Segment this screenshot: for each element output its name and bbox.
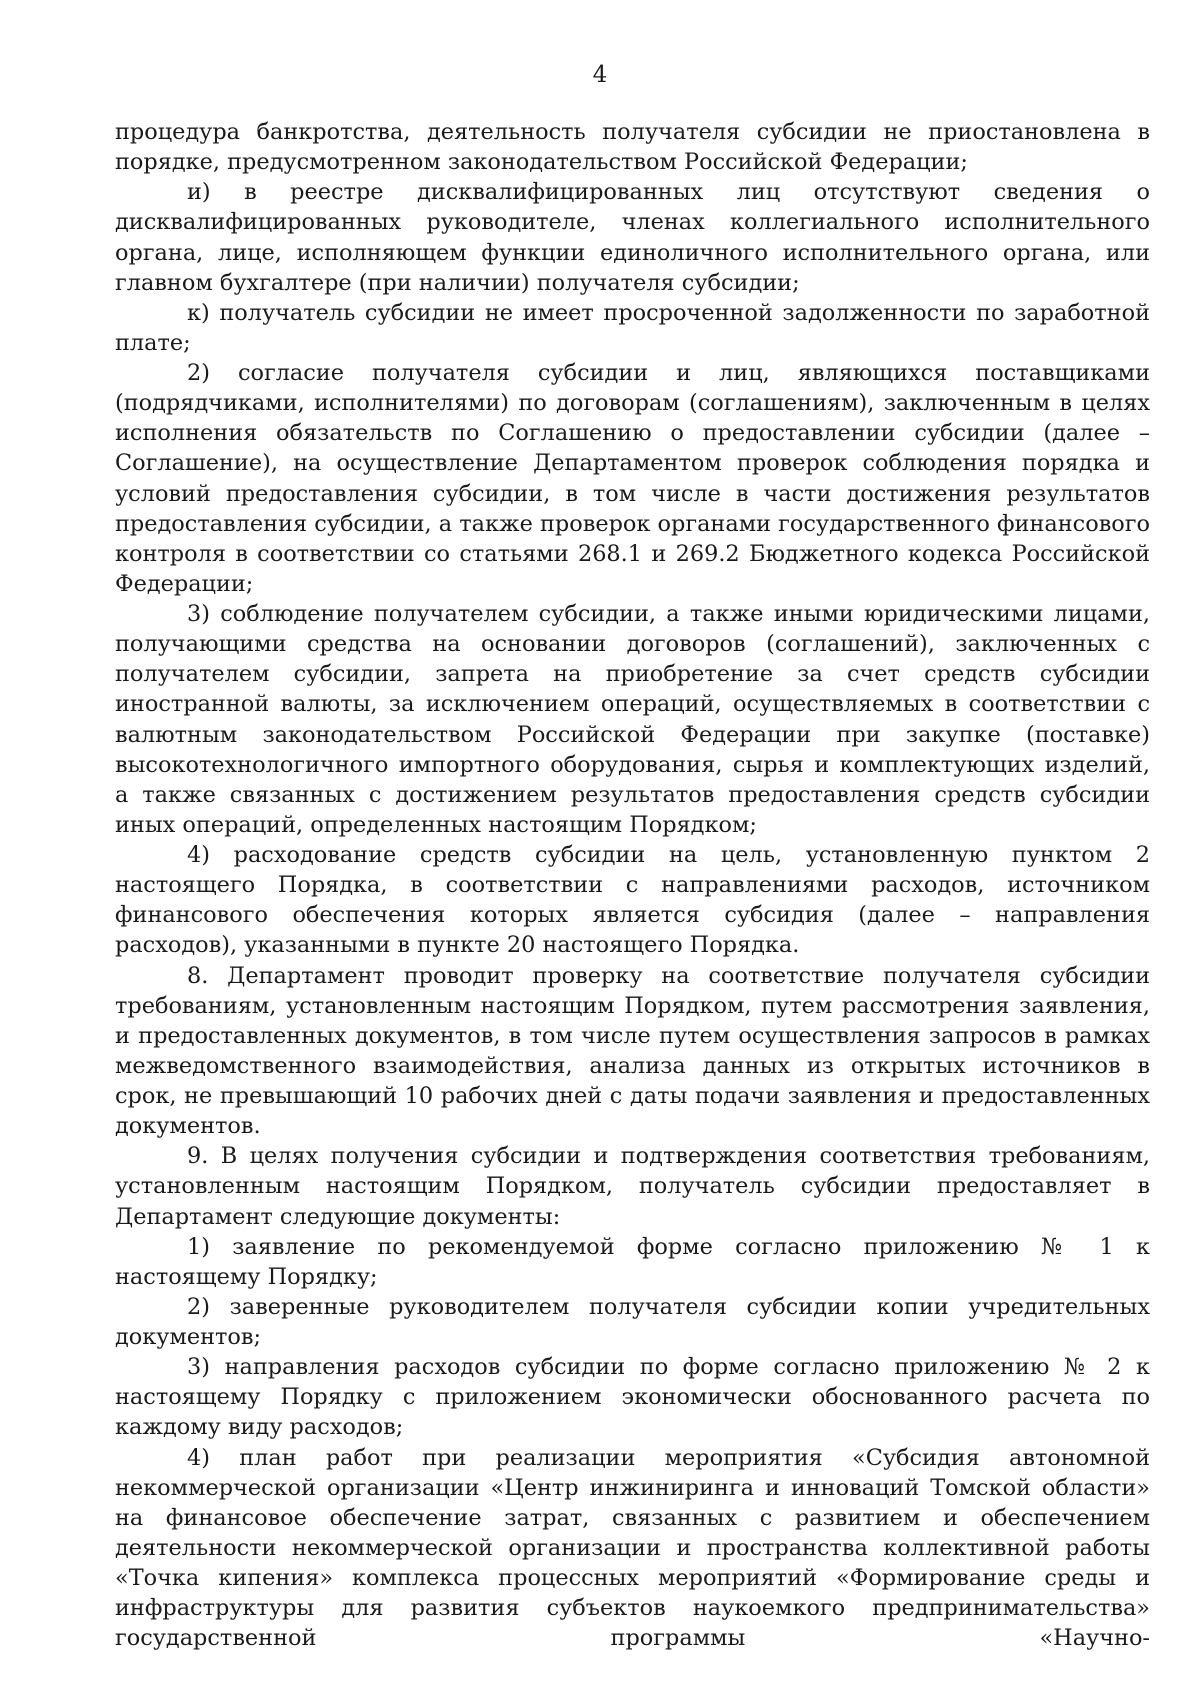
- paragraph: 2) согласие получателя субсидии и лиц, являющихся поставщиками (подрядчиками, исполнителями) по договорам (соглашениям), заключенным в целях исполнения обязательств по Соглашению о предоставлении субсидии (далее – Соглашение), на осуществление Департаментом проверок соблюдения порядка и условий предоставления субсидии, в том числе в части достижения результатов предоставления субсидии, а также проверок органами государственного финансового контроля в соответствии со статьями 268.1 и 269.2 Бюджетного кодекса Российской Федерации;: [115, 360, 1150, 597]
- paragraph: 3) соблюдение получателем субсидии, а также иными юридическими лицами, получающими средства на основании договоров (соглашений), заключенных с получателем субсидии, запрета на приобретение за счет средств субсидии иностранной валюты, за исключением операций, осуществляемых в соответствии с валютным законодательством Российской Федерации при закупке (поставке) высокотехнологичного импортного оборудования, сырья и комплектующих изделий, а также связанных с достижением результатов предоставления средств субсидии иных операций, определенных настоящим Порядком;: [115, 601, 1150, 838]
- paragraph: процедура банкротства, деятельность получателя субсидии не приостановлена в порядке, предусмотренном законодательством Российской Федерации;: [115, 119, 1150, 176]
- paragraph: 1) заявление по рекомендуемой форме согласно приложению № 1 к настоящему Порядку;: [115, 1233, 1150, 1290]
- paragraph: 8. Департамент проводит проверку на соответствие получателя субсидии требованиям, установленным настоящим Порядком, путем рассмотрения заявления, и предоставленных документов, в том числе путем осуществления запросов в рамках межведомственного взаимодействия, анализа данных из открытых источников в срок, не превышающий 10 рабочих дней с даты подачи заявления и предоставленных документов.: [115, 962, 1150, 1140]
- paragraph: 4) план работ при реализации мероприятия «Субсидия автономной некоммерческой организации «Центр инжиниринга и инноваций Томской области» на финансовое обеспечение затрат, связанных с развитием и обеспечением деятельности некоммерческой организации и пространства коллективной работы «Точка кипения» комплекса процессных мероприятий «Формирование среды и инфраструктуры для развития субъектов наукоемкого предпринимательства» государственной программы «Научно-: [115, 1444, 1150, 1652]
- paragraph: 4) расходование средств субсидии на цель, установленную пунктом 2 настоящего Порядка, в соответствии с направлениями расходов, источником финансового обеспечения которых является субсидия (далее – направления расходов), указанными в пункте 20 настоящего Порядка.: [115, 842, 1150, 959]
- paragraph: 3) направления расходов субсидии по форме согласно приложению № 2 к настоящему Порядку с приложением экономически обоснованного расчета по каждому виду расходов;: [115, 1354, 1150, 1441]
- paragraph: 9. В целях получения субсидии и подтверждения соответствия требованиям, установленным настоящим Порядком, получатель субсидии предоставляет в Департамент следующие документы:: [115, 1143, 1150, 1230]
- paragraph: 2) заверенные руководителем получателя субсидии копии учредительных документов;: [115, 1293, 1150, 1350]
- paragraph: и) в реестре дисквалифицированных лиц отсутствуют сведения о дисквалифицированных руководителе, членах коллегиального исполнительного органа, лице, исполняющем функции единоличного исполнительного органа, или главном бухгалтере (при наличии) получателя субсидии;: [115, 179, 1150, 296]
- document-body: [115, 117, 1150, 1653]
- page-number: 4: [592, 62, 608, 88]
- paragraph: к) получатель субсидии не имеет просроченной задолженности по заработной плате;: [115, 299, 1150, 356]
